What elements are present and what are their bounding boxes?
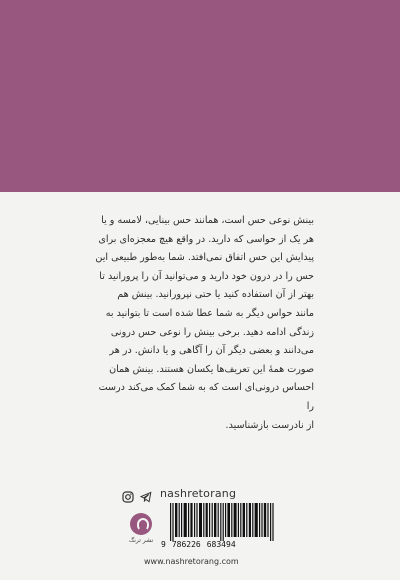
publisher-logo — [127, 513, 155, 553]
purple-top-band — [0, 0, 400, 192]
blurb-line: مانند حواس دیگر به شما عطا شده است تا بتوانید به — [105, 307, 314, 319]
isbn-digits — [161, 540, 281, 549]
instagram-icon[interactable] — [122, 488, 134, 500]
blurb-line: می‌دانند و بعضی دیگر آن را آگاهی و یا دانش. در هر — [109, 345, 314, 357]
blurb-line: حس را در درون خود دارید و می‌توانید آن را پرورانید تا — [99, 270, 314, 282]
isbn-digit-group: 786226 — [171, 540, 201, 549]
blurb-line: زندگی ادامه دهید. برخی بینش را نوعی حس درونی — [110, 326, 314, 338]
barcode-bars — [170, 503, 278, 541]
blurb-text — [90, 212, 314, 435]
blurb-line: بینش نوعی حس است، همانند حس بینایی، لامسه و یا — [101, 215, 314, 226]
telegram-icon[interactable] — [140, 488, 152, 500]
blurb-line: بهتر از آن استفاده کنید یا حتی نپرورانید. بینش هم — [117, 289, 314, 301]
website-url[interactable]: www.nashretorang.com — [144, 557, 239, 566]
social-handle[interactable]: nashretorang — [160, 487, 237, 500]
isbn-digit-group: 9 — [161, 540, 166, 549]
isbn-barcode — [161, 503, 281, 561]
publisher-logo-mark — [130, 513, 152, 535]
blurb-line: هر یک از حواسی که دارید. در واقع هیچ معجزه‌ای برای — [98, 233, 314, 245]
blurb-line: احساس درونی‌ای است که به شما کمک می‌کند درست را — [98, 382, 314, 412]
publisher-logo-text: نشر ترنگ — [128, 537, 154, 544]
blurb-line: از نادرست بازشناسید. — [225, 419, 314, 431]
social-links — [122, 487, 236, 500]
isbn-digit-group: 683494 — [206, 540, 236, 549]
blurb-line: صورت همهٔ این تعریف‌ها یکسان هستند. بینش همان — [109, 363, 314, 375]
blurb-line: پیدایش این حس اتفاق نمی‌افتد. شما به‌طور طبیعی این — [95, 252, 314, 264]
